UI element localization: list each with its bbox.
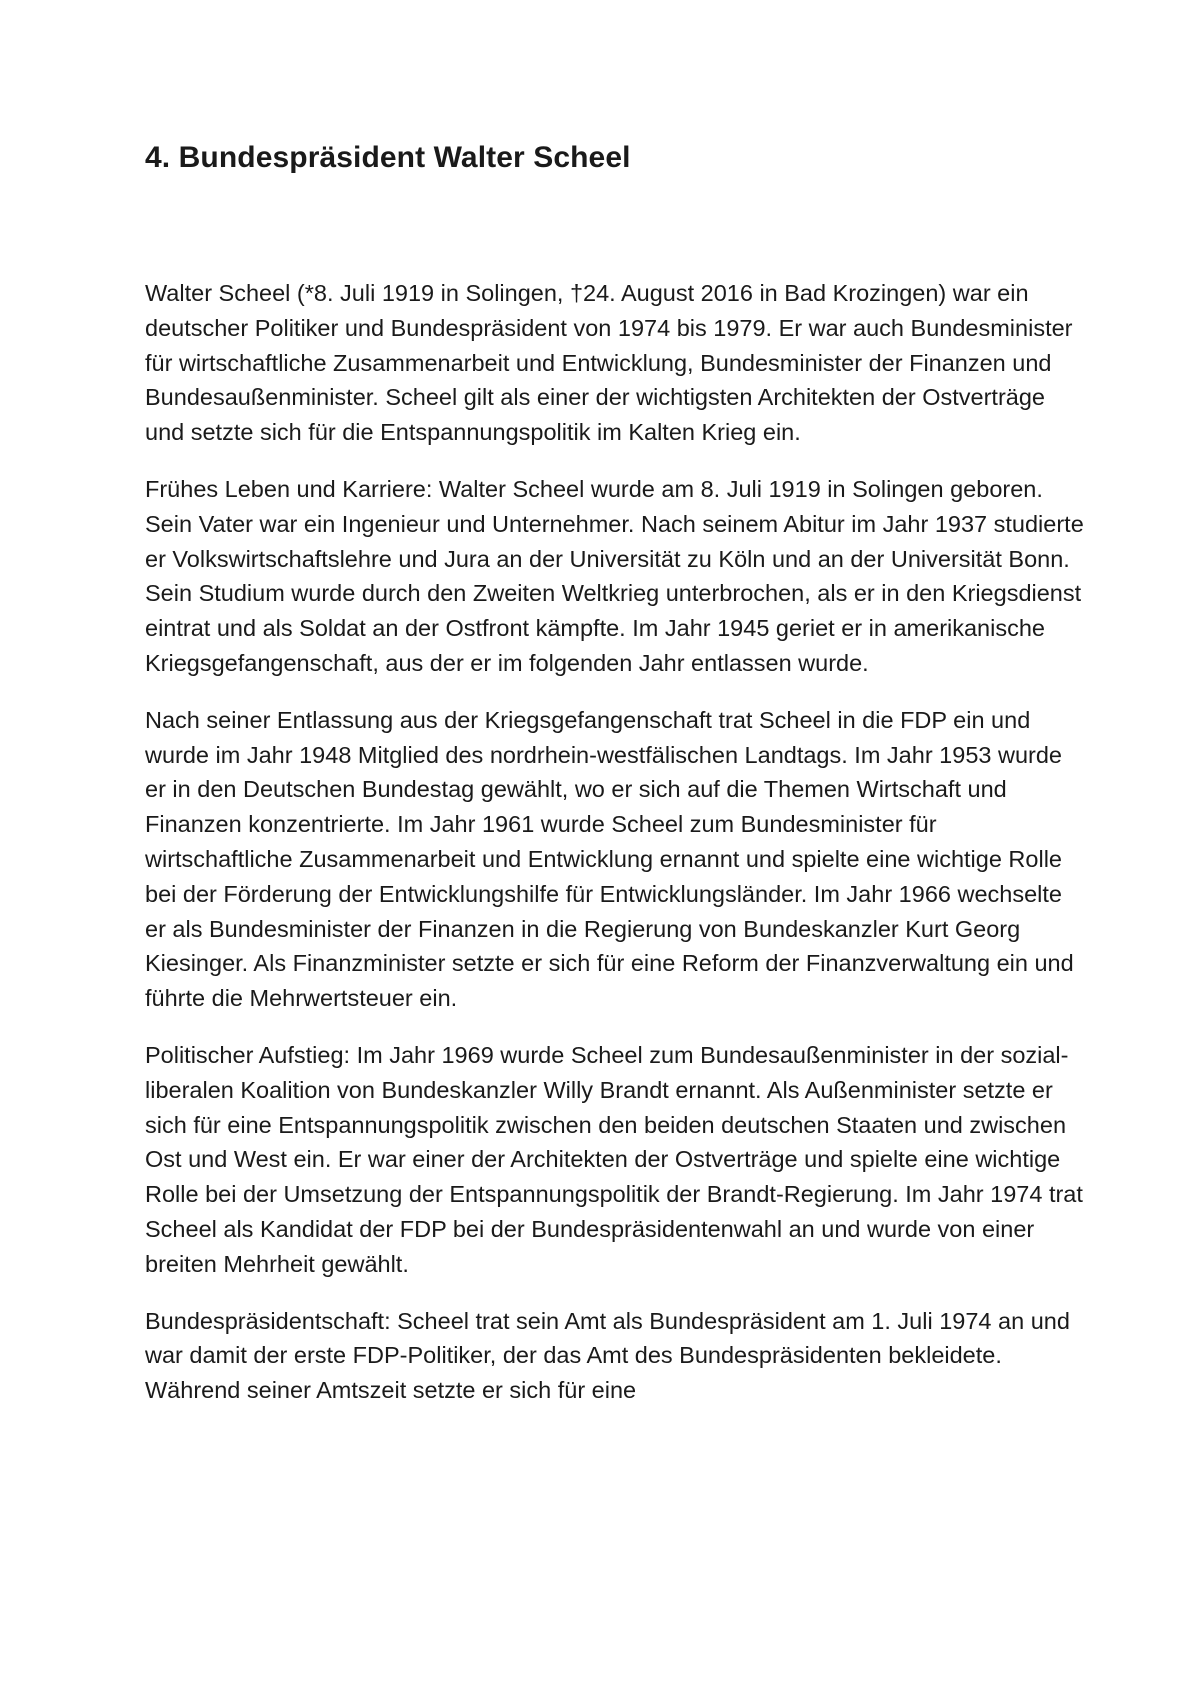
paragraph-intro: Walter Scheel (*8. Juli 1919 in Solingen, †24. August 2016 in Bad Krozingen) war ein deutscher Politiker und Bundespräsident von 1974 bis 1979. Er war auch Bundesminister für wirtschaftliche Zusammenarbeit und Entwicklung, Bundesminister der Finanzen und Bundesaußenminister. Scheel gilt als einer der wichtigsten Architekten der Ostverträge und setzte sich für die Entspannungspolitik im Kalten Krieg ein. [145, 280, 1073, 446]
paragraph-early-life: Frühes Leben und Karriere: Walter Scheel wurde am 8. Juli 1919 in Solingen geboren. Sein Vater war ein Ingenieur und Unternehmer. Nach seinem Abitur im Jahr 1937 studierte er Volkswirtschaftslehre und Jura an der Universität zu Köln und an der Universität Bonn. Sein Studium wurde durch den Zweiten Weltkrieg unterbrochen, als er in den Kriegsdienst eintrat und als Soldat an der Ostfront kämpfte. Im Jahr 1945 geriet er in amerikanische Kriegsgefangenschaft, aus der er im folgenden Jahr entlassen wurde. [145, 475, 1084, 676]
paragraph-after-release: Nach seiner Entlassung aus der Kriegsgefangenschaft trat Scheel in die FDP ein und wurde im Jahr 1948 Mitglied des nordrhein-westfälischen Landtags. Im Jahr 1953 wurde er in den Deutschen Bundestag gewählt, wo er sich auf die Themen Wirtschaft und Finanzen konzentrierte. Im Jahr 1961 wurde Scheel zum Bundesminister für wirtschaftliche Zusammenarbeit und Entwicklung ernannt und spielte eine wichtige Rolle bei der Förderung der Entwicklungshilfe für Entwicklungsländer. Im Jahr 1966 wechselte er als Bundesminister der Finanzen in die Regierung von Bundeskanzler Kurt Georg Kiesinger. Als Finanzminister setzte er sich für eine Reform der Finanzverwaltung ein und führte die Mehrwertsteuer ein. [145, 706, 1074, 1012]
document-content [145, 140, 1085, 1430]
document-body [145, 276, 1085, 1408]
paragraph-presidency: Bundespräsidentschaft: Scheel trat sein Amt als Bundespräsident am 1. Juli 1974 an und war damit der erste FDP-Politiker, der das Amt des Bundespräsidenten bekleidete. Während seiner Amtszeit setzte er sich für eine [145, 1307, 1070, 1404]
document-title: 4. Bundespräsident Walter Scheel [145, 141, 631, 174]
paragraph-political-rise: Politischer Aufstieg: Im Jahr 1969 wurde Scheel zum Bundesaußenminister in der sozial-liberalen Koalition von Bundeskanzler Willy Brandt ernannt. Als Außenminister setzte er sich für eine Entspannungspolitik zwischen den beiden deutschen Staaten und zwischen Ost und West ein. Er war einer der Architekten der Ostverträge und spielte eine wichtige Rolle bei der Umsetzung der Entspannungspolitik der Brandt-Regierung. Im Jahr 1974 trat Scheel als Kandidat der FDP bei der Bundespräsidentenwahl an und wurde von einer breiten Mehrheit gewählt. [145, 1041, 1083, 1277]
